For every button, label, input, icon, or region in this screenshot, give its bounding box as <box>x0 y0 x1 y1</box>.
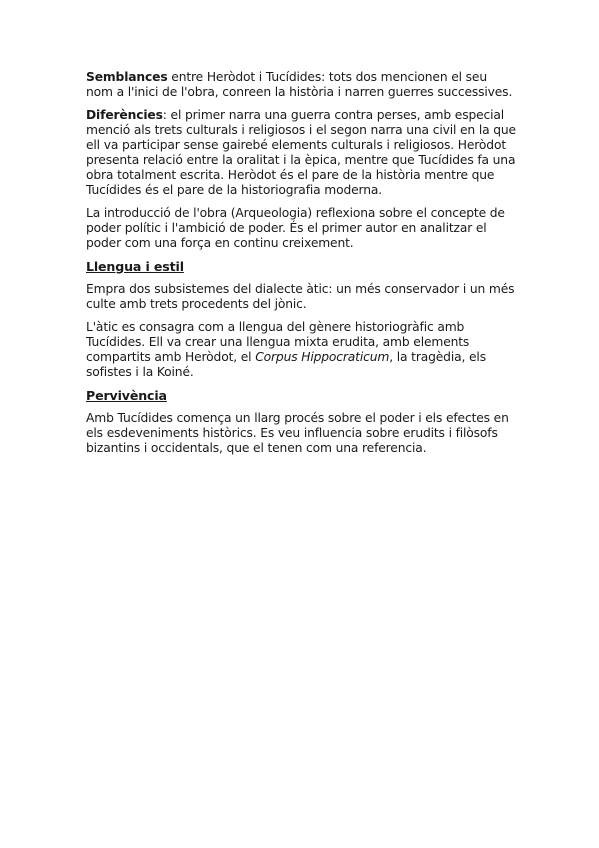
llengua-heading: Llengua i estil <box>86 259 184 274</box>
diferencies-paragraph <box>86 108 516 198</box>
semblances-text: entre Heròdot i Tucídides: tots dos mencionen el seu nom a l'inici de l'obra, conreen la història i narren guerres successives. <box>86 70 513 99</box>
pervivencia-heading: Pervivència <box>86 388 167 403</box>
document-page <box>86 70 516 464</box>
semblances-term: Semblances <box>86 70 168 84</box>
pervivencia-paragraph: Amb Tucídides comença un llarg procés sobre el poder i els efectes en els esdeveniments històrics. Es veu influencia sobre erudits i filòsofs bizantins i occidentals, que el tenen com una referencia. <box>86 411 509 455</box>
semblances-paragraph <box>86 70 516 100</box>
diferencies-text: : el primer narra una guerra contra perses, amb especial menció als trets culturals i religiosos i el segon narra una civil en la que ell va participar sense gairebé elements culturals i religiosos. Heròdot presenta relació entre la oralitat i la èpica, mentre que Tucídides fa una obra totalment escrita. Heròdot és el pare de la història mentre que Tucídides és el pare de la historiografia moderna. <box>86 108 516 197</box>
diferencies-term: Diferències <box>86 108 163 122</box>
llengua-paragraph-2 <box>86 320 516 380</box>
llengua-p2-before: L'àtic es consagra com a llengua del gènere historiogràfic amb Tucídides. Ell va crear una llengua mixta erudita, amb elements compartits amb Heròdot, el <box>86 320 470 364</box>
introduccio-paragraph: La introducció de l'obra (Arqueologia) reflexiona sobre el concepte de poder polític i l'ambició de poder. És el primer autor en analitzar el poder com una força en continu creixement. <box>86 206 505 250</box>
corpus-title: Corpus Hippocraticum <box>255 350 390 364</box>
llengua-paragraph-1: Empra dos subsistemes del dialecte àtic: un més conservador i un més culte amb trets procedents del jònic. <box>86 282 515 311</box>
llengua-p2-after: , la tragèdia, els sofistes i la Koiné. <box>86 350 486 379</box>
